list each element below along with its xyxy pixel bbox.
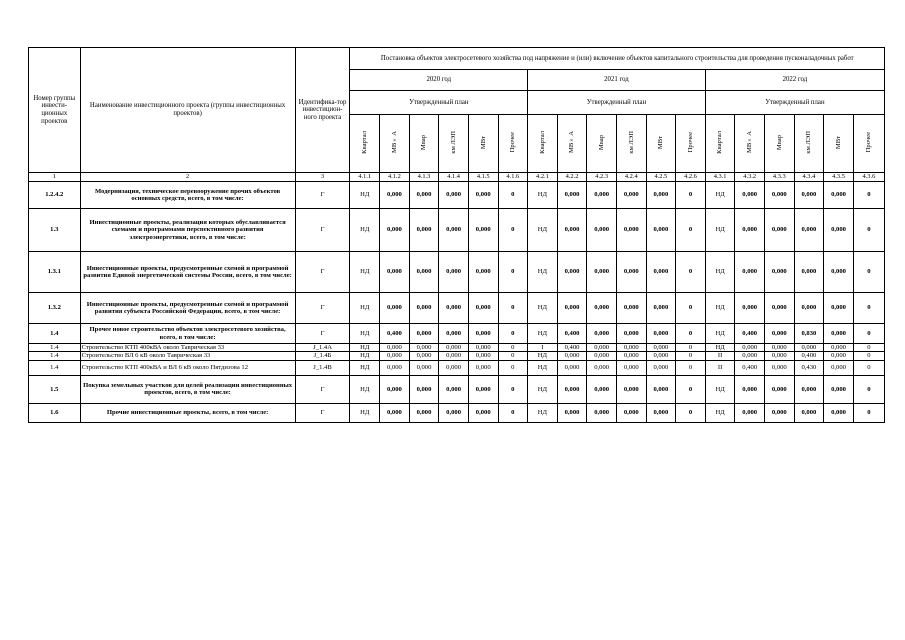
header-subcol xyxy=(824,115,854,173)
row-value: 0,000 xyxy=(468,375,498,403)
row-value: 0,000 xyxy=(765,209,795,252)
row-value: НД xyxy=(705,403,735,422)
row-value: 0,000 xyxy=(380,182,410,209)
header-subcol-label: МВт xyxy=(834,135,842,149)
row-value: 0,000 xyxy=(794,375,824,403)
row-value: 0 xyxy=(853,182,884,209)
row-value: НД xyxy=(528,324,558,344)
row-value: НД xyxy=(350,252,380,293)
row-value: 0 xyxy=(676,293,706,324)
row-value: 0,000 xyxy=(735,252,765,293)
row-group-no: 1.6 xyxy=(29,403,81,422)
row-group-no: 1.4 xyxy=(29,344,81,352)
row-value: 0,000 xyxy=(765,182,795,209)
row-project-name: Прочие инвестиционные проекты, всего, в том числе: xyxy=(80,403,295,422)
column-number: 3 xyxy=(295,173,350,182)
row-value: 0,000 xyxy=(735,209,765,252)
row-value: НД xyxy=(705,344,735,352)
row-group-no: 1.3.1 xyxy=(29,252,81,293)
header-subcol xyxy=(616,115,646,173)
header-subcol-label: Мвар xyxy=(597,134,605,150)
row-value: 0,000 xyxy=(409,252,439,293)
row-value: 0 xyxy=(676,252,706,293)
row-value: 0,000 xyxy=(439,182,469,209)
row-value: 0,400 xyxy=(735,360,765,375)
row-value: 0,000 xyxy=(646,403,676,422)
row-value: 0 xyxy=(853,252,884,293)
header-subcol xyxy=(676,115,706,173)
row-identifier: J_1.4Б xyxy=(295,352,350,360)
row-identifier: Г xyxy=(295,252,350,293)
row-value: НД xyxy=(350,360,380,375)
row-value: 0,000 xyxy=(380,344,410,352)
row-value: 0,000 xyxy=(616,324,646,344)
column-number: 4.3.6 xyxy=(853,173,884,182)
row-value: 0,000 xyxy=(794,344,824,352)
column-number: 4.3.2 xyxy=(735,173,765,182)
table-row xyxy=(29,182,885,209)
row-value: 0,000 xyxy=(794,182,824,209)
row-value: 0,000 xyxy=(587,360,617,375)
column-number: 4.2.2 xyxy=(557,173,587,182)
table-row xyxy=(29,344,885,352)
row-value: 0,000 xyxy=(616,344,646,352)
column-number: 4.1.5 xyxy=(468,173,498,182)
row-value: 0 xyxy=(498,360,528,375)
row-value: 0,000 xyxy=(646,375,676,403)
row-value: 0,000 xyxy=(380,403,410,422)
row-value: 0,000 xyxy=(765,352,795,360)
row-value: 0,000 xyxy=(557,375,587,403)
row-project-name: Строительство КТП 400кВА и ВЛ 6 кВ около Пятдизова 12 xyxy=(80,360,295,375)
row-value: 0 xyxy=(498,352,528,360)
row-value: 0 xyxy=(498,324,528,344)
row-value: 0,000 xyxy=(439,403,469,422)
row-value: 0,000 xyxy=(616,182,646,209)
row-value: 0,830 xyxy=(794,324,824,344)
table-row xyxy=(29,375,885,403)
column-number: 4.2.4 xyxy=(616,173,646,182)
row-value: НД xyxy=(528,252,558,293)
header-subcol-label: км ЛЭП xyxy=(627,130,635,154)
row-value: 0,000 xyxy=(646,252,676,293)
row-group-no: 1.4 xyxy=(29,352,81,360)
row-group-no: 1.3 xyxy=(29,209,81,252)
header-subcol xyxy=(587,115,617,173)
row-value: 0 xyxy=(853,375,884,403)
row-value: 0,000 xyxy=(557,352,587,360)
row-value: 0,000 xyxy=(735,344,765,352)
row-value: 0 xyxy=(498,252,528,293)
table-row xyxy=(29,403,885,422)
row-project-name: Покупка земельных участков для целей реализации инвестиционных проектов, всего, в том числе: xyxy=(80,375,295,403)
header-subcol-label: МВт xyxy=(479,135,487,149)
header-plan-2022: Утвержденный план xyxy=(705,91,884,115)
header-subcol-label: км ЛЭП xyxy=(805,130,813,154)
row-value: 0,000 xyxy=(468,209,498,252)
row-value: НД xyxy=(528,352,558,360)
row-value: 0,000 xyxy=(468,352,498,360)
row-value: 0,000 xyxy=(765,293,795,324)
row-value: НД xyxy=(350,352,380,360)
row-value: 0,000 xyxy=(587,403,617,422)
row-value: НД xyxy=(350,209,380,252)
row-value: 0,000 xyxy=(646,209,676,252)
column-number: 4.2.3 xyxy=(587,173,617,182)
row-identifier: Г xyxy=(295,324,350,344)
row-value: 0,000 xyxy=(557,360,587,375)
header-subcol-label: МВ×А xyxy=(746,131,753,154)
row-value: 0,000 xyxy=(824,293,854,324)
header-subcol-label: Мвар xyxy=(420,134,428,150)
header-year-2020: 2020 год xyxy=(350,70,528,91)
row-value: 0,000 xyxy=(765,252,795,293)
row-value: 0,000 xyxy=(468,403,498,422)
row-value: НД xyxy=(528,403,558,422)
row-value: 0 xyxy=(853,209,884,252)
row-value: 0,000 xyxy=(587,324,617,344)
row-value: НД xyxy=(528,293,558,324)
column-number: 4.2.1 xyxy=(528,173,558,182)
header-subcol xyxy=(439,115,469,173)
row-value: 0,000 xyxy=(616,375,646,403)
row-value: 0,000 xyxy=(587,375,617,403)
row-value: 0 xyxy=(853,403,884,422)
row-value: 0,000 xyxy=(557,403,587,422)
row-value: 0,000 xyxy=(439,324,469,344)
row-identifier: J_1.4А xyxy=(295,344,350,352)
row-value: 0 xyxy=(853,360,884,375)
row-value: 0 xyxy=(853,293,884,324)
row-value: НД xyxy=(705,252,735,293)
header-subcol xyxy=(853,115,884,173)
row-value: НД xyxy=(350,403,380,422)
row-value: 0,400 xyxy=(557,344,587,352)
row-project-name: Инвестиционные проекты, предусмотренные схемой и программой развития субъекта Российской Федерации, всего, в том числе: xyxy=(80,293,295,324)
row-value: 0 xyxy=(676,352,706,360)
header-span-title: Постановка объектов электросетевого хозяйства под напряжение и (или) включение объектов капитального строительства для проведения пусконаладочных работ xyxy=(350,48,885,70)
header-subcol-label: Прочее xyxy=(686,132,694,153)
row-value: 0,000 xyxy=(824,344,854,352)
row-value: II xyxy=(705,352,735,360)
header-identifier: Идентифика-тор инвестицион-ного проекта xyxy=(295,48,350,173)
row-value: НД xyxy=(528,182,558,209)
row-value: 0,000 xyxy=(735,375,765,403)
row-value: 0,000 xyxy=(824,209,854,252)
row-value: 0,000 xyxy=(409,293,439,324)
row-value: 0,000 xyxy=(468,252,498,293)
header-year-2021: 2021 год xyxy=(528,70,706,91)
row-value: 0 xyxy=(676,324,706,344)
row-value: 0,000 xyxy=(468,293,498,324)
row-value: 0,000 xyxy=(646,293,676,324)
row-value: 0,000 xyxy=(735,182,765,209)
row-value: 0,000 xyxy=(587,293,617,324)
row-value: 0,000 xyxy=(765,375,795,403)
row-value: 0,000 xyxy=(409,209,439,252)
row-value: 0,400 xyxy=(380,324,410,344)
row-value: 0,000 xyxy=(646,344,676,352)
row-value: 0,000 xyxy=(587,344,617,352)
row-value: 0,000 xyxy=(468,344,498,352)
header-plan-2020: Утвержденный план xyxy=(350,91,528,115)
header-plan-2021: Утвержденный план xyxy=(528,91,706,115)
row-value: 0 xyxy=(498,182,528,209)
header-subcol xyxy=(498,115,528,173)
row-value: 0 xyxy=(676,360,706,375)
header-subcol xyxy=(380,115,410,173)
row-value: 0 xyxy=(498,375,528,403)
row-value: 0,000 xyxy=(824,252,854,293)
row-value: 0,000 xyxy=(439,352,469,360)
row-group-no: 1.5 xyxy=(29,375,81,403)
row-value: 0,000 xyxy=(380,293,410,324)
row-value: 0,000 xyxy=(557,293,587,324)
row-value: 0,000 xyxy=(557,209,587,252)
row-value: 0 xyxy=(498,209,528,252)
row-value: 0,000 xyxy=(439,209,469,252)
row-identifier: J_1.4В xyxy=(295,360,350,375)
row-value: НД xyxy=(528,375,558,403)
row-value: 0 xyxy=(853,352,884,360)
row-project-name: Инвестиционные проекты, реализация которых обуславливается схемами и программами перспективного развития электроэнергетики, всего, в том числе: xyxy=(80,209,295,252)
column-number: 4.1.4 xyxy=(439,173,469,182)
row-value: 0,000 xyxy=(735,293,765,324)
column-number: 4.2.5 xyxy=(646,173,676,182)
row-group-no: 1.2.4.2 xyxy=(29,182,81,209)
row-value: 0 xyxy=(676,344,706,352)
row-value: II xyxy=(705,360,735,375)
header-year-2022: 2022 год xyxy=(705,70,884,91)
row-value: 0,000 xyxy=(765,360,795,375)
row-group-no: 1.4 xyxy=(29,360,81,375)
row-value: 0,000 xyxy=(409,403,439,422)
row-value: 0 xyxy=(498,403,528,422)
row-value: 0,000 xyxy=(587,352,617,360)
row-identifier: Г xyxy=(295,403,350,422)
row-value: 0,000 xyxy=(794,293,824,324)
row-value: 0,000 xyxy=(557,182,587,209)
row-value: 0,000 xyxy=(646,182,676,209)
row-value: 0,000 xyxy=(765,324,795,344)
row-value: 0,000 xyxy=(468,324,498,344)
row-value: 0,000 xyxy=(824,324,854,344)
header-subcol-label: Прочее xyxy=(509,132,517,153)
row-identifier: Г xyxy=(295,182,350,209)
header-subcol xyxy=(646,115,676,173)
row-value: 0,000 xyxy=(468,182,498,209)
row-value: 0,000 xyxy=(646,352,676,360)
row-value: 0,000 xyxy=(587,182,617,209)
row-value: 0 xyxy=(498,293,528,324)
row-value: 0,000 xyxy=(794,209,824,252)
row-value: 0,000 xyxy=(735,403,765,422)
row-value: НД xyxy=(350,182,380,209)
row-value: 0,000 xyxy=(616,352,646,360)
row-value: 0,000 xyxy=(587,252,617,293)
row-identifier: Г xyxy=(295,375,350,403)
row-value: 0,000 xyxy=(587,209,617,252)
header-subcol xyxy=(350,115,380,173)
row-value: 0,000 xyxy=(765,403,795,422)
row-value: НД xyxy=(528,360,558,375)
row-project-name: Строительство ВЛ 6 кВ около Таврическая 33 xyxy=(80,352,295,360)
header-subcol xyxy=(468,115,498,173)
row-value: НД xyxy=(350,293,380,324)
row-value: 0,000 xyxy=(765,344,795,352)
row-identifier: Г xyxy=(295,293,350,324)
row-value: 0,000 xyxy=(824,352,854,360)
column-number: 4.2.6 xyxy=(676,173,706,182)
row-value: НД xyxy=(705,375,735,403)
header-subcol-label: МВ×А xyxy=(390,131,398,154)
column-number: 4.1.6 xyxy=(498,173,528,182)
header-subcol xyxy=(735,115,765,173)
row-value: 0,000 xyxy=(409,344,439,352)
row-value: НД xyxy=(350,324,380,344)
row-value: 0,000 xyxy=(616,252,646,293)
row-value: 0,000 xyxy=(646,360,676,375)
row-value: НД xyxy=(350,344,380,352)
row-value: НД xyxy=(528,209,558,252)
row-value: 0,000 xyxy=(409,352,439,360)
row-value: 0,000 xyxy=(824,375,854,403)
row-value: 0,000 xyxy=(409,375,439,403)
row-value: 0,000 xyxy=(824,360,854,375)
row-value: 0,000 xyxy=(439,344,469,352)
row-project-name: Прочее новое строительство объектов электросетевого хозяйства, всего, в том числе: xyxy=(80,324,295,344)
row-value: НД xyxy=(350,375,380,403)
header-subcol-label: Мвар xyxy=(775,134,783,150)
column-number: 4.3.1 xyxy=(705,173,735,182)
row-value: НД xyxy=(705,182,735,209)
row-value: 0,000 xyxy=(409,182,439,209)
row-project-name: Строительство КТП 400кВА около Таврическая 33 xyxy=(80,344,295,352)
row-value: 0,000 xyxy=(439,360,469,375)
header-subcol-label: Прочее xyxy=(865,132,873,153)
header-subcol-label: км ЛЭП xyxy=(449,130,457,154)
row-value: 0,000 xyxy=(380,360,410,375)
row-value: 0,000 xyxy=(468,360,498,375)
table-row xyxy=(29,252,885,293)
row-value: 0 xyxy=(853,344,884,352)
row-value: 0,430 xyxy=(794,360,824,375)
header-subcol xyxy=(705,115,735,173)
row-value: 0,000 xyxy=(794,403,824,422)
header-subcol xyxy=(765,115,795,173)
row-value: 0 xyxy=(676,209,706,252)
row-value: 0,000 xyxy=(380,375,410,403)
row-group-no: 1.3.2 xyxy=(29,293,81,324)
row-value: 0,400 xyxy=(794,352,824,360)
row-identifier: Г xyxy=(295,209,350,252)
row-value: 0,000 xyxy=(616,209,646,252)
header-group-no: Номер группы инвести-ционных проектов xyxy=(29,48,81,173)
row-value: 0,000 xyxy=(794,252,824,293)
row-value: 0,000 xyxy=(439,375,469,403)
row-value: НД xyxy=(705,209,735,252)
row-value: НД xyxy=(705,324,735,344)
column-number: 4.1.2 xyxy=(380,173,410,182)
header-subcol xyxy=(557,115,587,173)
row-value: 0,000 xyxy=(824,182,854,209)
row-value: НД xyxy=(705,293,735,324)
row-value: 0 xyxy=(676,403,706,422)
row-value: 0 xyxy=(676,182,706,209)
row-value: 0 xyxy=(498,344,528,352)
column-number: 4.1.3 xyxy=(409,173,439,182)
column-number: 4.3.5 xyxy=(824,173,854,182)
row-value: 0,400 xyxy=(557,324,587,344)
row-value: 0,400 xyxy=(735,324,765,344)
header-subcol-label: Квартал xyxy=(716,130,724,154)
row-value: 0,000 xyxy=(646,324,676,344)
row-value: 0,000 xyxy=(557,252,587,293)
investment-projects-table xyxy=(28,47,885,423)
header-project-name: Наименование инвестиционного проекта (группы инвестиционных проектов) xyxy=(80,48,295,173)
row-group-no: 1.4 xyxy=(29,324,81,344)
header-subcol-label: Квартал xyxy=(538,130,546,154)
column-number: 1 xyxy=(29,173,81,182)
header-subcol-label: Квартал xyxy=(361,130,369,154)
table-row xyxy=(29,360,885,375)
header-subcol-label: МВт xyxy=(657,135,665,149)
row-value: 0,000 xyxy=(439,252,469,293)
row-project-name: Инвестиционные проекты, предусмотренные схемой и программой развития Единой энергетической системы России, всего, в том числе: xyxy=(80,252,295,293)
row-value: 0,000 xyxy=(616,403,646,422)
row-value: 0,000 xyxy=(380,252,410,293)
row-value: 0 xyxy=(853,324,884,344)
row-value: 0,000 xyxy=(616,360,646,375)
row-value: 0,000 xyxy=(409,324,439,344)
column-number: 2 xyxy=(80,173,295,182)
row-value: 0,000 xyxy=(380,209,410,252)
header-subcol xyxy=(528,115,558,173)
table-row xyxy=(29,324,885,344)
row-value: 0,000 xyxy=(616,293,646,324)
row-value: I xyxy=(528,344,558,352)
row-value: 0,000 xyxy=(439,293,469,324)
table-row xyxy=(29,209,885,252)
column-number: 4.3.3 xyxy=(765,173,795,182)
row-value: 0 xyxy=(676,375,706,403)
header-subcol xyxy=(409,115,439,173)
row-project-name: Модернизация, техническое перевооружение прочих объектов основных средств, всего, в том числе: xyxy=(80,182,295,209)
table-row xyxy=(29,352,885,360)
row-value: 0,000 xyxy=(380,352,410,360)
row-value: 0,000 xyxy=(409,360,439,375)
table-row xyxy=(29,293,885,324)
column-number: 4.1.1 xyxy=(350,173,380,182)
row-value: 0,000 xyxy=(824,403,854,422)
column-number: 4.3.4 xyxy=(794,173,824,182)
header-subcol xyxy=(794,115,824,173)
header-subcol-label: МВ×А xyxy=(568,131,576,154)
row-value: 0,000 xyxy=(735,352,765,360)
